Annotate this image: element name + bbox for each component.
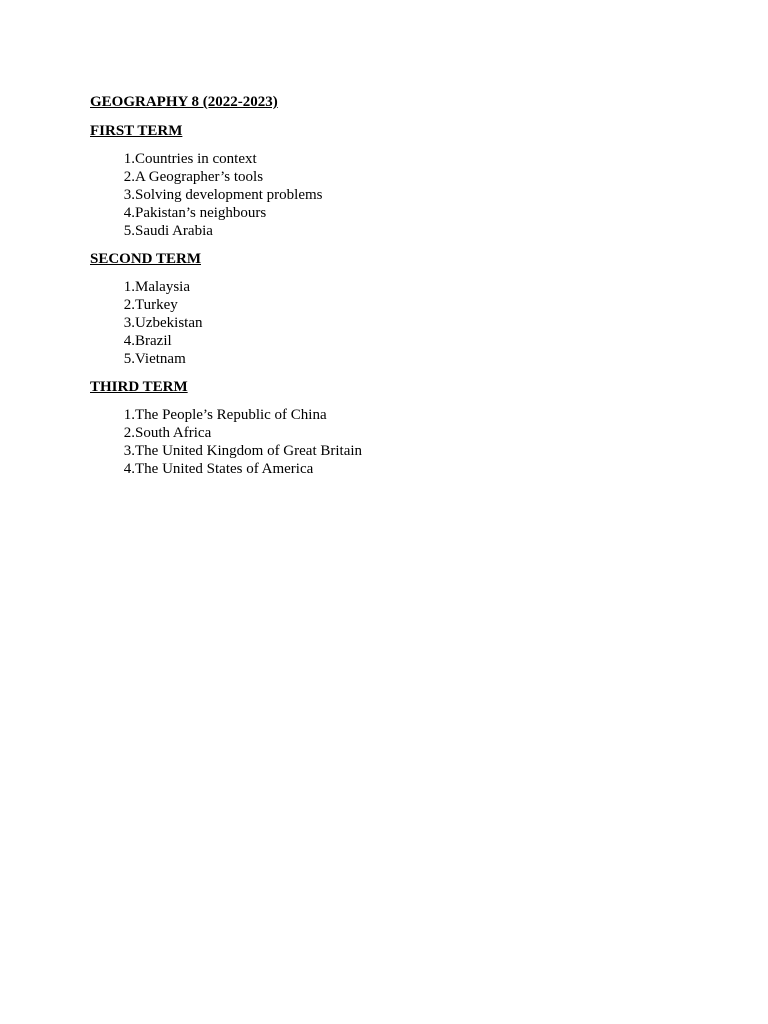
list-item-text: The People’s Republic of China	[135, 407, 327, 423]
list-item-number: 4.	[123, 205, 135, 221]
list-item	[90, 296, 690, 314]
list-item-text: Brazil	[135, 333, 172, 349]
list-item	[90, 442, 690, 460]
list-item-text: Countries in context	[135, 151, 257, 167]
list-item-number: 3.	[123, 187, 135, 203]
list-item-text: South Africa	[135, 425, 212, 441]
list-item-text: Saudi Arabia	[135, 223, 213, 239]
list-item-text: A Geographer’s tools	[135, 169, 264, 185]
section-heading: SECOND TERM	[90, 251, 201, 267]
list-item-text: Uzbekistan	[135, 315, 203, 331]
list-item-text: Solving development problems	[135, 187, 323, 203]
list-item-number: 1.	[123, 151, 135, 167]
list-item-text: Vietnam	[135, 351, 186, 367]
list-item	[90, 350, 690, 368]
section-heading: FIRST TERM	[90, 123, 183, 139]
list-item	[90, 406, 690, 424]
list-item-text: Malaysia	[135, 279, 190, 295]
list-item-number: 5.	[123, 351, 135, 367]
list-item	[90, 204, 690, 222]
list-item	[90, 460, 690, 478]
list-item-number: 5.	[123, 223, 135, 239]
list-item-number: 4.	[123, 333, 135, 349]
list-item	[90, 332, 690, 350]
list-item-number: 4.	[123, 461, 135, 477]
list-item-number: 1.	[123, 407, 135, 423]
list-item	[90, 314, 690, 332]
topic-list	[90, 150, 690, 240]
list-item-text: Turkey	[135, 297, 178, 313]
document-content	[90, 93, 690, 488]
list-item-number: 3.	[123, 315, 135, 331]
section-third-term	[90, 378, 690, 478]
document-title: GEOGRAPHY 8 (2022-2023)	[90, 94, 278, 110]
section-heading: THIRD TERM	[90, 379, 188, 395]
list-item-number: 3.	[123, 443, 135, 459]
list-item-number: 2.	[123, 425, 135, 441]
list-item	[90, 186, 690, 204]
topic-list	[90, 278, 690, 368]
list-item	[90, 222, 690, 240]
list-item-text: The United States of America	[135, 461, 314, 477]
section-first-term	[90, 122, 690, 240]
topic-list	[90, 406, 690, 478]
list-item	[90, 168, 690, 186]
list-item	[90, 424, 690, 442]
list-item-number: 2.	[123, 169, 135, 185]
list-item-number: 2.	[123, 297, 135, 313]
list-item-text: Pakistan’s neighbours	[135, 205, 267, 221]
section-second-term	[90, 250, 690, 368]
list-item	[90, 278, 690, 296]
list-item-number: 1.	[123, 279, 135, 295]
list-item-text: The United Kingdom of Great Britain	[135, 443, 363, 459]
list-item	[90, 150, 690, 168]
